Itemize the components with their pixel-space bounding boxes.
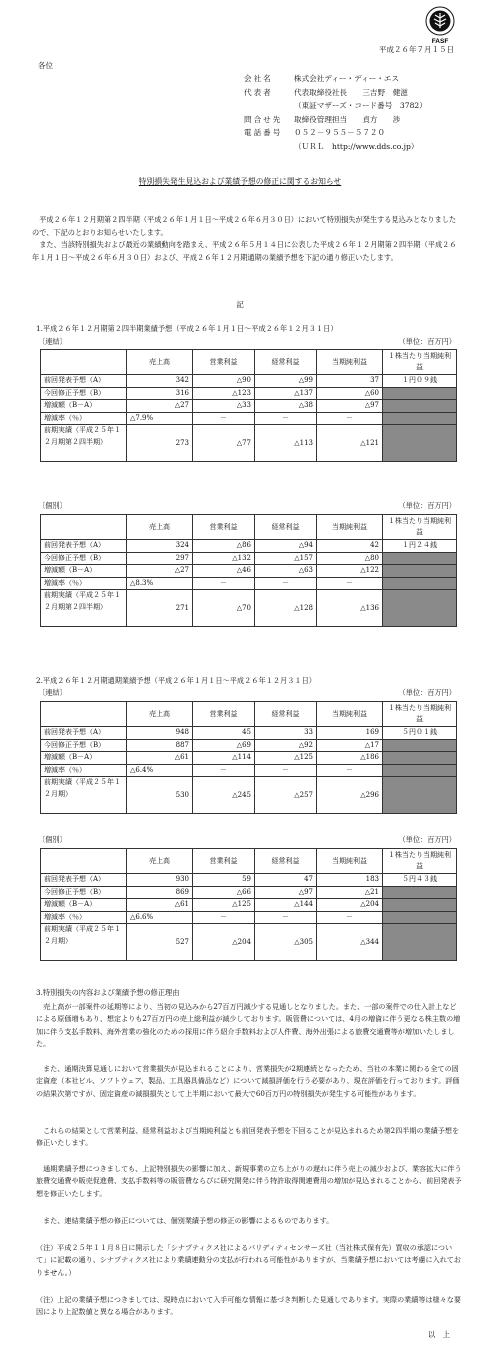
table-1-tag: 〔連結〕 <box>38 337 67 346</box>
table-cell: 45 <box>193 727 255 740</box>
table-cell: △113 <box>255 425 317 462</box>
table-row <box>41 387 457 400</box>
table-cell <box>383 425 457 462</box>
table-cell <box>383 412 457 425</box>
row-label: 今回修正予想（B） <box>41 739 127 752</box>
company-info-row <box>244 126 427 140</box>
table-cell: △60 <box>317 387 383 400</box>
table-cell: △61 <box>127 899 193 912</box>
column-header: 営業利益 <box>193 350 255 375</box>
table-2-unit: （単位：百万円） <box>398 501 456 510</box>
table-cell: 527 <box>127 924 193 961</box>
company-info-label: 電話番号 <box>244 128 283 138</box>
table-cell: 869 <box>127 886 193 899</box>
row-label: 前期実績（平成２５年１２月期） <box>41 777 127 814</box>
addressee: 各位 <box>38 61 53 70</box>
table-cell: △63 <box>255 565 317 578</box>
company-info-label: 代表者 <box>244 87 273 97</box>
column-header <box>41 350 127 375</box>
table-cell <box>383 899 457 912</box>
column-header: １株当たり当期純利益 <box>383 849 457 874</box>
company-info-row <box>244 113 427 127</box>
column-header <box>41 849 127 874</box>
column-header: 売上高 <box>127 702 193 727</box>
table-4-unit: （単位：百万円） <box>398 835 456 844</box>
column-header: 当期純利益 <box>317 350 383 375</box>
intro-paragraph-1: 平成２６年１２月期第２四半期（平成２６年１月１日～平成２６年６月３０日）において特別損失が発生する見込みとなりましたので、下記のとおりお知らせいたします。 <box>32 215 457 237</box>
table-cell: △204 <box>193 924 255 961</box>
table-row <box>41 412 457 425</box>
table-row <box>41 911 457 924</box>
row-label: 前期実績（平成２５年１２月期第２四半期） <box>41 590 127 627</box>
column-header: １株当たり当期純利益 <box>383 350 457 375</box>
forecast-table-individual-fy <box>40 848 457 961</box>
column-header: 当期純利益 <box>317 702 383 727</box>
table-1-unit: （単位：百万円） <box>398 337 456 346</box>
row-label: 今回修正予想（B） <box>41 387 127 400</box>
table-cell: 930 <box>127 874 193 887</box>
section-1-heading: 1.平成２６年１２月期第２四半期業績予想（平成２６年１月１日～平成２６年１２月３１日） <box>36 324 338 333</box>
section-3-heading: 3.特別損失の内容および業績予想の修正理由 <box>36 988 180 997</box>
table-header-row <box>41 350 457 375</box>
table-row <box>41 874 457 887</box>
section-2-heading: 2.平成２６年１２月期通期業績予想（平成２６年１月１日～平成２６年１２月３１日） <box>36 676 316 685</box>
table-cell: △90 <box>193 375 255 388</box>
table-cell: △21 <box>317 886 383 899</box>
row-label: 増減額（B－A） <box>41 752 127 765</box>
table-cell: △61 <box>127 752 193 765</box>
document-title: 特別損失発生見込および業績予想の修正に関するお知らせ <box>138 177 342 186</box>
column-header: 当期純利益 <box>317 515 383 540</box>
table-3-unit: （単位：百万円） <box>398 688 456 697</box>
table-cell: △157 <box>255 552 317 565</box>
table-row <box>41 777 457 814</box>
table-row <box>41 375 457 388</box>
table-cell: 169 <box>317 727 383 740</box>
column-header: 経常利益 <box>255 702 317 727</box>
table-2-tag: 〔個別〕 <box>38 501 67 510</box>
row-label: 前回発表予想（A） <box>41 727 127 740</box>
column-header <box>41 702 127 727</box>
column-header: 売上高 <box>127 350 193 375</box>
table-cell: 948 <box>127 727 193 740</box>
table-row <box>41 899 457 912</box>
table-cell: △137 <box>255 387 317 400</box>
table-cell: － <box>193 764 255 777</box>
column-header: 売上高 <box>127 849 193 874</box>
table-cell: 297 <box>127 552 193 565</box>
column-header: 経常利益 <box>255 515 317 540</box>
closing-mark: 以 上 <box>427 1330 450 1339</box>
table-cell: △33 <box>193 400 255 413</box>
table-cell <box>383 739 457 752</box>
table-cell: 183 <box>317 874 383 887</box>
table-cell: 273 <box>127 425 193 462</box>
table-cell: △86 <box>193 540 255 553</box>
table-row <box>41 400 457 413</box>
table-cell: － <box>317 412 383 425</box>
table-cell: △6.4% <box>127 764 193 777</box>
row-label: 今回修正予想（B） <box>41 886 127 899</box>
table-cell <box>383 400 457 413</box>
table-header-row <box>41 849 457 874</box>
table-cell: 342 <box>127 375 193 388</box>
table-cell: △97 <box>255 886 317 899</box>
table-cell: △121 <box>317 425 383 462</box>
row-label: 前回発表予想（A） <box>41 540 127 553</box>
table-cell: － <box>255 412 317 425</box>
table-cell <box>383 387 457 400</box>
table-cell: 59 <box>193 874 255 887</box>
table-cell: － <box>317 764 383 777</box>
table-cell: △128 <box>255 590 317 627</box>
table-cell <box>383 764 457 777</box>
forecast-table-consolidated-fy <box>40 701 457 814</box>
forecast-table-consolidated-q2 <box>40 349 457 462</box>
table-cell: △69 <box>193 739 255 752</box>
table-cell: ５円４３銭 <box>383 874 457 887</box>
column-header: 経常利益 <box>255 350 317 375</box>
table-cell: △257 <box>255 777 317 814</box>
row-label: 増減額（B－A） <box>41 565 127 578</box>
company-info-value: 代表取締役社長 三吉野 健滋 <box>294 87 408 97</box>
table-cell: △46 <box>193 565 255 578</box>
table-cell: 47 <box>255 874 317 887</box>
table-cell: － <box>317 577 383 590</box>
table-cell: － <box>255 911 317 924</box>
table-cell <box>383 565 457 578</box>
company-info-value: ０５２－９５５－５７２０ <box>294 128 386 138</box>
column-header: 営業利益 <box>193 849 255 874</box>
table-cell: １円０９銭 <box>383 375 457 388</box>
company-info-row <box>244 140 427 154</box>
table-cell: △17 <box>317 739 383 752</box>
fasf-logo <box>423 6 457 46</box>
company-info-label: 会社名 <box>244 74 273 83</box>
row-label: 増減率（％） <box>41 577 127 590</box>
table-cell: △66 <box>193 886 255 899</box>
table-header-row <box>41 702 457 727</box>
table-row <box>41 764 457 777</box>
logo-text: FASF <box>431 38 449 45</box>
table-cell: △70 <box>193 590 255 627</box>
table-cell: － <box>317 911 383 924</box>
table-cell: 530 <box>127 777 193 814</box>
company-info-value: （ＵＲＬ http://www.dds.co.jp） <box>294 141 419 151</box>
column-header: 経常利益 <box>255 849 317 874</box>
table-cell: △296 <box>317 777 383 814</box>
table-cell <box>383 911 457 924</box>
table-4-tag: 〔個別〕 <box>38 835 67 844</box>
reason-paragraph-1: 売上高が一部案件の延期等により、当初の見込みから27百万円減少する見通しとなりました。また、一部の案件での仕入計上などによる原価増もあり、想定よりも27百万円の売上総利益が減少しております。販管費については、4月の増資に伴う更なる株主数の増加に伴う支払手数料、海外営業の強化のための採用に伴う紹介手数料および人件費、海外出張による旅費交通費等が増加いたしました。 <box>36 1002 461 1049</box>
row-label: 増減率（％） <box>41 764 127 777</box>
column-header: １株当たり当期純利益 <box>383 702 457 727</box>
table-cell: △305 <box>255 924 317 961</box>
column-header: 当期純利益 <box>317 849 383 874</box>
table-cell: 37 <box>317 375 383 388</box>
column-header <box>41 515 127 540</box>
table-cell: △8.3% <box>127 577 193 590</box>
table-cell: － <box>255 577 317 590</box>
reason-paragraph-3: これらの結果として営業利益、経常利益および当期純利益とも前回発表予想を下回ることが見込まれるため第2四半期の業績予想を修正いたします。 <box>36 1126 460 1148</box>
ki-heading: 記 <box>236 300 244 309</box>
table-cell <box>383 552 457 565</box>
table-cell: △114 <box>193 752 255 765</box>
row-label: 前回発表予想（A） <box>41 375 127 388</box>
table-cell: △144 <box>255 899 317 912</box>
table-row <box>41 425 457 462</box>
table-3-tag: 〔連結〕 <box>38 688 67 697</box>
table-cell: △27 <box>127 400 193 413</box>
table-row <box>41 886 457 899</box>
table-cell: △125 <box>193 899 255 912</box>
table-cell <box>383 777 457 814</box>
row-label: 前期実績（平成２５年１２月期） <box>41 924 127 961</box>
row-label: 増減額（B－A） <box>41 400 127 413</box>
reason-paragraph-4: 通期業績予想につきましても、上記特別損失の影響に加え、新規事業の立ち上がりの遅れに伴う売上の減少および、業容拡大に伴う旅費交通費や販売促進費、支払手数料等の販管費ならびに研究開発に伴う特許取得関連費用の増加が見込まれることから、前回発表予想を修正いたします。 <box>36 1164 462 1198</box>
table-cell: 271 <box>127 590 193 627</box>
company-info <box>244 72 427 154</box>
intro-paragraph-2: また、当該特別損失および最近の業績動向を踏まえ、平成２６年５月１４日に公表した平成２６年１２月期第２四半期（平成２６年１月１日～平成２６年６月３０日）および、平成２６年１２月期通期の業績予想を下記の通り修正いたします。 <box>32 240 457 262</box>
table-cell: △99 <box>255 375 317 388</box>
table-row <box>41 727 457 740</box>
table-cell: △245 <box>193 777 255 814</box>
table-cell: － <box>193 911 255 924</box>
table-row <box>41 752 457 765</box>
release-date: 平成２６年７月１５日 <box>379 45 454 54</box>
table-cell: 316 <box>127 387 193 400</box>
table-cell: 324 <box>127 540 193 553</box>
note-2: （注）上記の業績予想につきましては、現時点において入手可能な情報に基づき判断した見通しであります。実際の業績等は様々な要因により上記数値と異なる場合があります。 <box>36 1295 461 1317</box>
table-cell: △123 <box>193 387 255 400</box>
forecast-table-individual-q2 <box>40 514 457 627</box>
company-info-row <box>244 86 427 100</box>
table-cell: 33 <box>255 727 317 740</box>
table-cell: １円２４銭 <box>383 540 457 553</box>
table-cell: △7.9% <box>127 412 193 425</box>
table-cell: － <box>193 577 255 590</box>
table-row <box>41 552 457 565</box>
table-cell: △77 <box>193 425 255 462</box>
table-cell <box>383 924 457 961</box>
row-label: 増減率（％） <box>41 911 127 924</box>
table-cell: ５円０１銭 <box>383 727 457 740</box>
table-cell <box>383 590 457 627</box>
table-cell: △94 <box>255 540 317 553</box>
table-cell: △92 <box>255 739 317 752</box>
row-label: 増減率（％） <box>41 412 127 425</box>
company-info-value: 取締役管理担当 貞方 渉 <box>294 114 401 124</box>
column-header: 営業利益 <box>193 702 255 727</box>
table-cell: △132 <box>193 552 255 565</box>
table-cell: △122 <box>317 565 383 578</box>
table-cell: 42 <box>317 540 383 553</box>
company-info-label: 問合せ先 <box>244 114 283 124</box>
table-cell: △344 <box>317 924 383 961</box>
row-label: 前期実績（平成２５年１２月期第２四半期） <box>41 425 127 462</box>
table-cell <box>383 886 457 899</box>
row-label: 今回修正予想（B） <box>41 552 127 565</box>
table-cell <box>383 577 457 590</box>
table-cell: △125 <box>255 752 317 765</box>
note-1: （注）平成２５年１１月８日に開示した「シナプティクス社によるバリディティセンサーズ社（当社株式保有先）買収の承認について」に記載の通り、シナプティクス社により業績連動分の支払が行われる可能性がありますが、当業績予想においては考慮に入れておりません。） <box>36 1243 461 1277</box>
table-cell: － <box>255 764 317 777</box>
table-cell: 887 <box>127 739 193 752</box>
table-row <box>41 577 457 590</box>
company-info-value: （東証マザーズ・コード番号 3782） <box>294 101 427 111</box>
table-cell <box>383 752 457 765</box>
column-header: 売上高 <box>127 515 193 540</box>
company-info-row <box>244 72 427 86</box>
table-cell: △186 <box>317 752 383 765</box>
column-header: １株当たり当期純利益 <box>383 515 457 540</box>
table-cell: △80 <box>317 552 383 565</box>
table-row <box>41 924 457 961</box>
row-label: 増減額（B－A） <box>41 899 127 912</box>
reason-paragraph-5: また、連結業績予想の修正については、個別業績予想の修正の影響によるものであります。 <box>36 1216 334 1225</box>
row-label: 前回発表予想（A） <box>41 874 127 887</box>
table-cell: △6.6% <box>127 911 193 924</box>
company-info-value: 株式会社ディー・ディー・エス <box>294 74 400 83</box>
table-row <box>41 565 457 578</box>
table-cell: △136 <box>317 590 383 627</box>
table-cell: △27 <box>127 565 193 578</box>
table-row <box>41 739 457 752</box>
reason-paragraph-2: また、通期決算見通しにおいて営業損失が見込まれることにより、営業損失が2期連続となったため、当社の本業に関わる全ての固定資産（本社ビル、ソフトウェア、製品、工具器具備品など）について減損評価を行う必要があり、現在評価を行っております。評価の結果次第ですが、固定資産の減損損失として上半期において最大で60百万円の特別損失が発生する可能性があります。 <box>36 1064 460 1098</box>
table-header-row <box>41 515 457 540</box>
table-cell: △97 <box>317 400 383 413</box>
table-row <box>41 540 457 553</box>
table-row <box>41 590 457 627</box>
table-cell: △38 <box>255 400 317 413</box>
column-header: 営業利益 <box>193 515 255 540</box>
table-cell: － <box>193 412 255 425</box>
company-info-row <box>244 99 427 113</box>
table-cell: △204 <box>317 899 383 912</box>
